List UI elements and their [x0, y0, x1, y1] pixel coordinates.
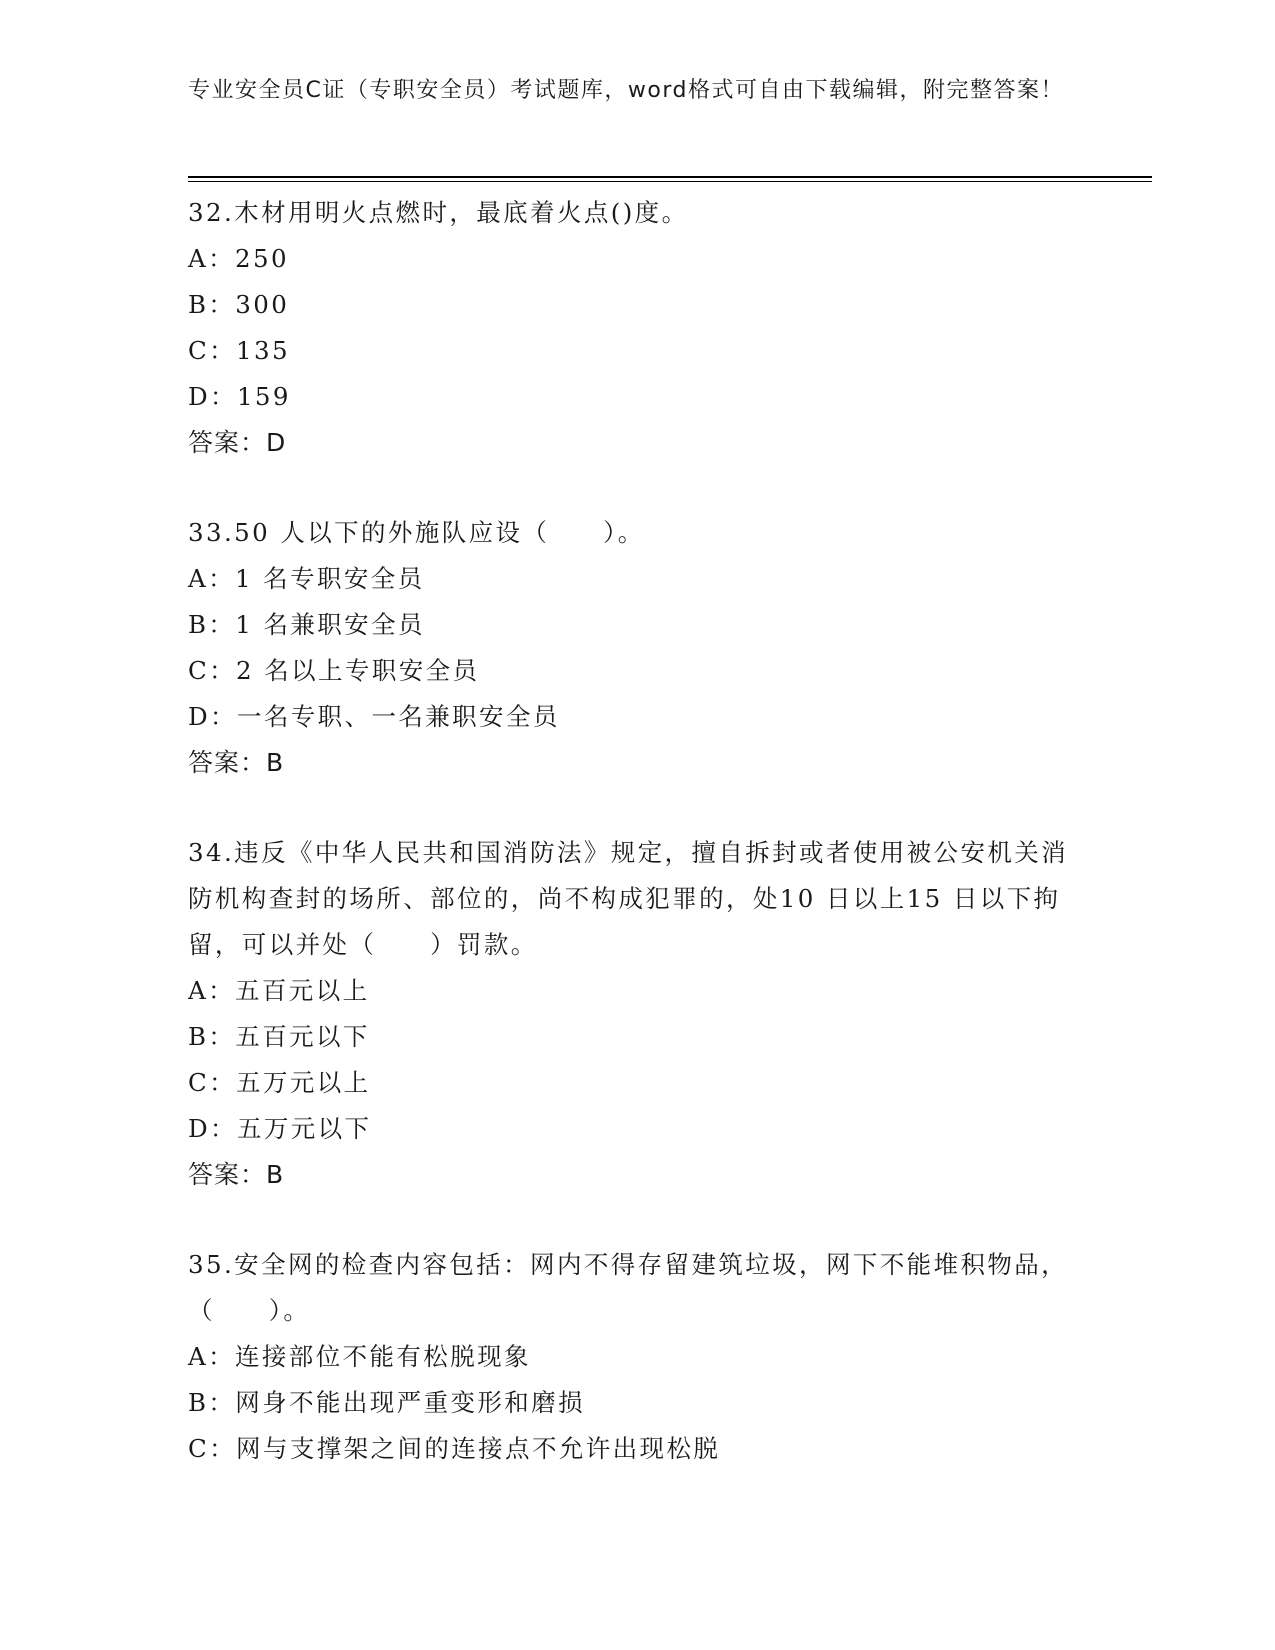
document-header: 专业安全员C证（专职安全员）考试题库，word格式可自由下载编辑，附完整答案！ — [188, 78, 1064, 103]
option-a: A：连接部位不能有松脱现象 — [188, 1342, 531, 1371]
option-d: D：五万元以下 — [188, 1114, 372, 1143]
question-33 — [188, 510, 1088, 786]
option-c: C：网与支撑架之间的连接点不允许出现松脱 — [188, 1434, 721, 1463]
answer-line: 答案：B — [188, 1160, 285, 1189]
option-b: B：1 名兼职安全员 — [188, 610, 425, 639]
question-stem: 32.木材用明火点燃时，最底着火点()度。 — [188, 198, 689, 227]
option-c: C：五万元以上 — [188, 1068, 371, 1097]
question-32 — [188, 190, 1088, 466]
answer-line: 答案：B — [188, 748, 285, 777]
question-34 — [188, 830, 1088, 1198]
header-divider-thick — [188, 176, 1152, 178]
option-b: B：网身不能出现严重变形和磨损 — [188, 1388, 586, 1417]
question-stem: 34.违反《中华人民共和国消防法》规定，擅自拆封或者使用被公安机关消防机构查封的场所、部位的，尚不构成犯罪的，处10 日以上15 日以下拘留，可以并处（ ）罚款。 — [188, 838, 1069, 959]
option-a: A：五百元以上 — [188, 976, 370, 1005]
option-b: B：300 — [188, 290, 290, 319]
question-stem: 33.50 人以下的外施队应设（ ）。 — [188, 518, 645, 547]
option-d: D：一名专职、一名兼职安全员 — [188, 702, 560, 731]
option-c: C：2 名以上专职安全员 — [188, 656, 480, 685]
question-stem: 35.安全网的检查内容包括：网内不得存留建筑垃圾，网下不能堆积物品，（ ）。 — [188, 1250, 1069, 1325]
option-a: A：1 名专职安全员 — [188, 564, 425, 593]
option-a: A：250 — [188, 244, 289, 273]
question-35 — [188, 1242, 1088, 1472]
header-divider-thin — [188, 181, 1152, 182]
option-d: D：159 — [188, 382, 291, 411]
option-b: B：五百元以下 — [188, 1022, 370, 1051]
answer-line: 答案：D — [188, 428, 287, 457]
option-c: C：135 — [188, 336, 291, 365]
question-list — [188, 190, 1088, 1516]
